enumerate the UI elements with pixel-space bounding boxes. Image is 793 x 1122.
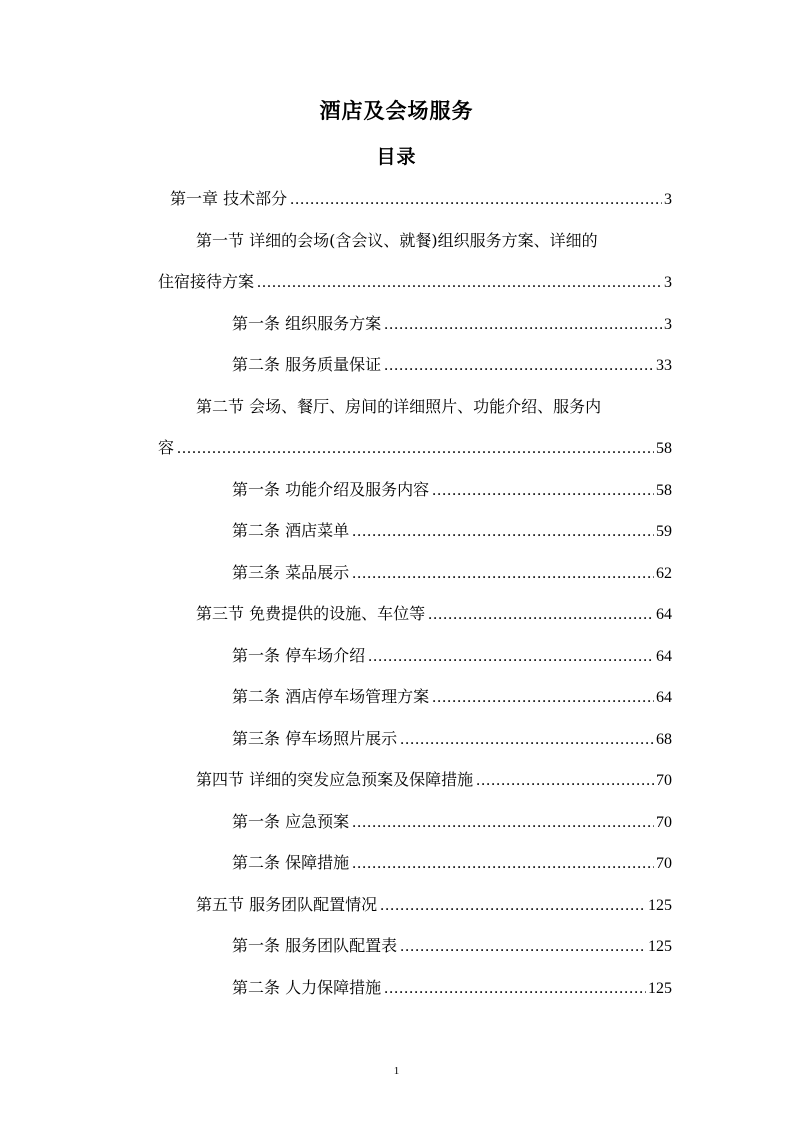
toc-entry-section-2-item-1[interactable] [232,478,672,503]
toc-entry-label: 第五节 服务团队配置情况 [196,895,378,914]
toc-entry-section-5-item-1[interactable] [232,934,672,959]
toc-entry-label: 第一条 应急预案 [232,812,350,831]
toc-page-number: 64 [656,689,672,706]
dot-leader [352,562,654,586]
toc-entry-label: 第四节 详细的突发应急预案及保障措施 [196,770,474,789]
toc-entry-label: 第一条 停车场介绍 [232,646,366,665]
toc-entry-section-2-item-2[interactable] [232,519,672,544]
dot-leader [384,313,662,337]
toc-page-number: 3 [664,274,672,291]
toc-page-number: 125 [648,980,672,997]
toc-entry-section-2[interactable] [158,436,672,461]
toc-entry-label: 第二条 酒店停车场管理方案 [232,687,430,706]
toc-entry-label: 第三条 停车场照片展示 [232,729,398,748]
toc-page-number: 3 [664,191,672,208]
toc-page-number: 70 [656,814,672,831]
toc-entry-label: 第一条 组织服务方案 [232,314,382,333]
toc-entry-section-3-item-3[interactable] [232,727,672,752]
toc-page-number: 125 [648,938,672,955]
toc-entry-label: 住宿接待方案 [158,272,255,291]
toc-entry-section-1-line-1[interactable]: 第一节 详细的会场(含会议、就餐)组织服务方案、详细的 [196,231,598,250]
dot-leader [368,645,654,669]
toc-entry-label: 第二条 服务质量保证 [232,355,382,374]
toc-entry-section-2-item-3[interactable] [232,561,672,586]
dot-leader [257,271,662,295]
toc-entry-section-5[interactable] [196,893,672,918]
toc-entry-section-3-item-2[interactable] [232,685,672,710]
toc-entry-section-1[interactable] [158,270,672,295]
toc-page-number: 62 [656,565,672,582]
dot-leader [384,977,646,1001]
page-number: 1 [393,1065,400,1077]
dot-leader [380,894,646,918]
toc-page-number: 59 [656,523,672,540]
dot-leader [432,686,654,710]
toc-entry-section-2-line-1[interactable]: 第二节 会场、餐厅、房间的详细照片、功能介绍、服务内 [196,397,602,416]
dot-leader [290,188,662,212]
toc-entry-section-3-item-1[interactable] [232,644,672,669]
toc-entry-label: 容 [158,438,175,457]
dot-leader [476,769,654,793]
toc-page-number: 70 [656,855,672,872]
toc-entry-label: 第三节 免费提供的设施、车位等 [196,604,426,623]
toc-entry-section-5-item-2[interactable] [232,976,672,1001]
toc-entry-section-1-item-2[interactable] [232,353,672,378]
dot-leader [352,520,654,544]
dot-leader [352,852,654,876]
toc-entry-section-4[interactable] [196,768,672,793]
toc-page-number: 58 [656,440,672,457]
toc-page-number: 125 [648,897,672,914]
dot-leader [400,935,646,959]
toc-entry-label: 第一章 技术部分 [170,189,288,208]
dot-leader [428,603,654,627]
dot-leader [177,437,654,461]
toc-entry-label: 第三条 菜品展示 [232,563,350,582]
toc-entry-label: 第二条 保障措施 [232,853,350,872]
toc-page-number: 33 [656,357,672,374]
dot-leader [352,811,654,835]
toc-entry-section-4-item-2[interactable] [232,851,672,876]
toc-page-number: 58 [656,482,672,499]
toc-page-number: 3 [664,316,672,333]
toc-page-number: 68 [656,731,672,748]
toc-entry-label: 第一条 功能介绍及服务内容 [232,480,430,499]
toc-page-number: 64 [656,606,672,623]
toc-page-number: 70 [656,772,672,789]
document-title: 酒店及会场服务 [319,99,474,123]
dot-leader [432,479,654,503]
dot-leader [384,354,654,378]
toc-entry-chapter-1[interactable] [170,187,672,212]
toc-heading: 目录 [376,146,417,168]
toc-page-number: 64 [656,648,672,665]
toc-entry-label: 第一条 服务团队配置表 [232,936,398,955]
toc-entry-label: 第二条 人力保障措施 [232,978,382,997]
toc-entry-section-3[interactable] [196,602,672,627]
toc-entry-section-4-item-1[interactable] [232,810,672,835]
toc-entry-section-1-item-1[interactable] [232,312,672,337]
toc-entry-label: 第二条 酒店菜单 [232,521,350,540]
dot-leader [400,728,654,752]
